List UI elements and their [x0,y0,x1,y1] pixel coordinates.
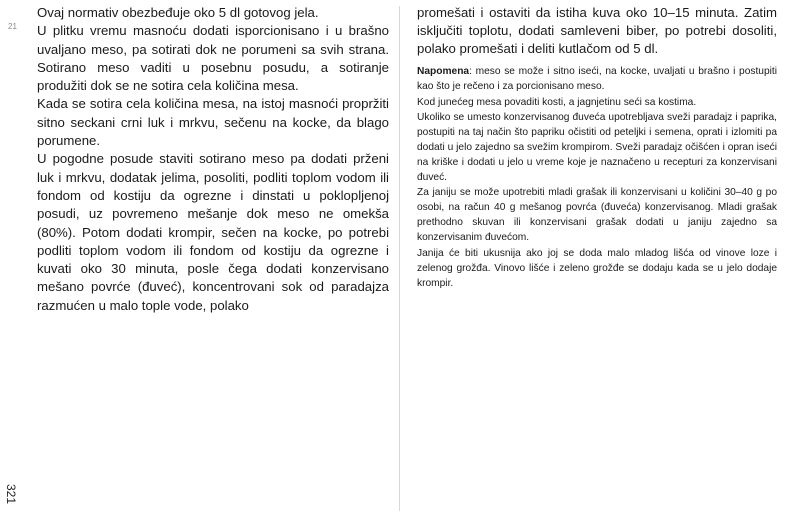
note-label: Napomena [417,66,470,78]
continued-text [417,4,777,57]
note-paragraph [417,64,777,94]
left-column [37,4,389,315]
paragraph: Kada se sotira cela količina mesa, na istoj masnoći propržiti sitno seckani crni luk i mrkvu, sečenu na kocke, da blago porumene. [37,96,389,149]
note-section [417,64,777,290]
note-paragraph: Janija će biti ukusnija ako joj se doda malo mladog lišća od vinove loze i zelenog grožđa. Vinovo lišće i zeleno grožđe se dodaju kada se u jelo dodaje krompir. [417,247,777,289]
note-paragraph: Kod junećeg mesa povaditi kosti, a jagnjetinu seći sa kostima. [417,96,697,108]
column-divider [399,6,400,511]
page-number: 321 [4,484,18,505]
paragraph: U pogodne posude staviti sotirano meso pa dodati prženi luk i mrkvu, dodatak jelima, posoliti, podliti toplom vodom ili fondom od kostiju da ogrezne i dinstati u poklopljenoj posudi, uz povremeno mešanje dok meso ne omekša (80%). Potom dodati krompir, sečen na kocke, po potrebi podliti toplom vodom ili fondom od kostiju da ogrezne i kuvati oko 30 minuta, posle čega dodati konzervisano mešano povrće (đuveć), koncentrovani sok od paradajza razmućen u malo tople vode, polako [37,151,389,313]
paragraph: Ovaj normativ obezbeđuje oko 5 dl gotovog jela. [37,5,319,20]
margin-mark: 21 [8,22,17,31]
note-text: : meso se može i sitno iseći, na kocke, uvaljati u brašno i postupiti kao što je rečeno i za porcionisano meso. [417,66,777,93]
paragraph: promešati i ostaviti da istiha kuva oko 10–15 minuta. Zatim isključiti toplotu, dodati samleveni biber, po potrebi dosoliti, polako promešati i deliti kutlačom od 5 dl. [417,5,777,56]
paragraph: U plitku vremu masnoću dodati isporcionisano i u brašno uvaljano meso, pa sotirati dok ne porumeni sa svih strana. Sotirano meso vaditi u posebnu posudu, a sotiranje produžiti dok se ne sotira cela količina mesa. [37,23,389,94]
note-paragraph: Za janiju se može upotrebiti mladi grašak ili konzervisani u količini 30–40 g po osobi, na račun 40 g mešanog povrća (đuveća) konzervisanog. Mladi grašak prethodno skuvan ili konzervisani grašak dodati u janiju zajedno sa konzervisanim đuvećom. [417,187,777,244]
right-column [417,4,777,291]
note-paragraph: Ukoliko se umesto konzervisanog đuveća upotrebljava sveži paradajz i paprika, postupiti na taj način što papriku očistiti od peteljki i semena, oprati i izlomiti pa dodati u jelo zajedno sa svežim krompirom. Sveži paradajz očišćen i opran iseći na kriške i dodati u jelo u vreme koje je naznačeno u recepturi za konzervisani đuveć. [417,111,777,184]
